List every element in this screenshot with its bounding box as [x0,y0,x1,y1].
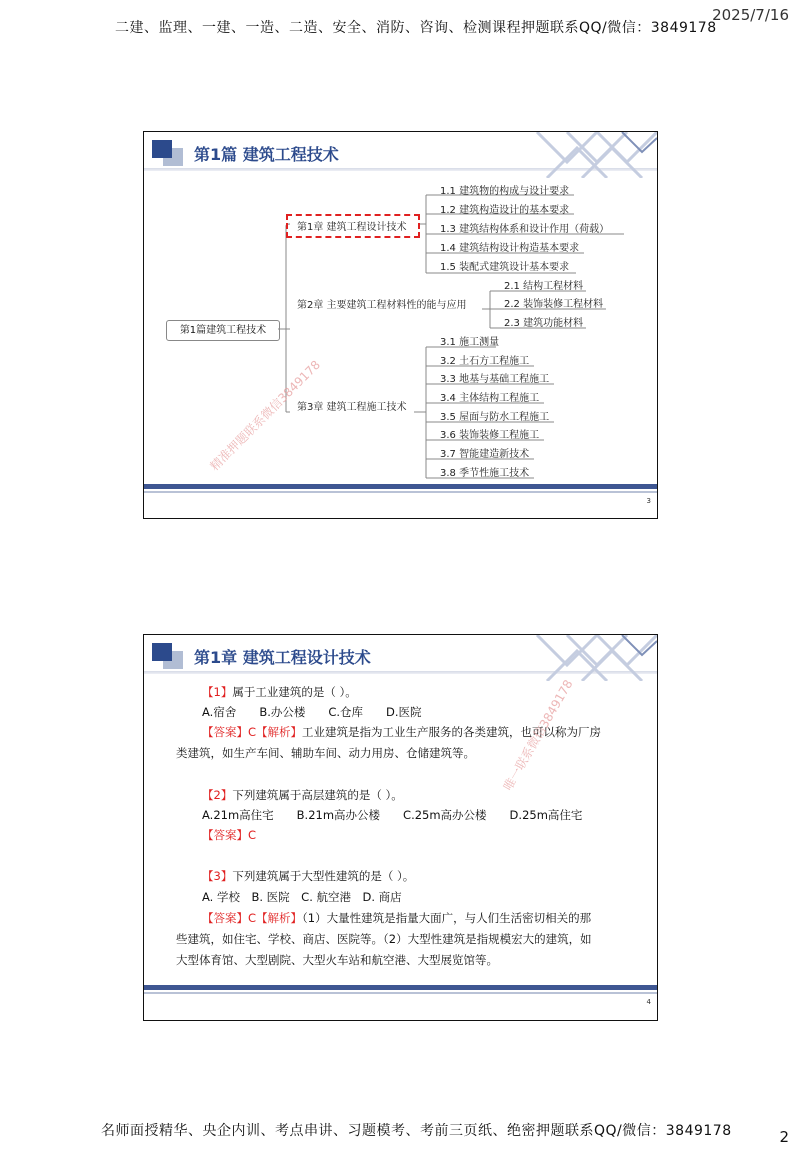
question-2-options: A.21m高住宅 B.21m高办公楼 C.25m高办公楼 D.25m高住宅 [202,808,583,822]
slide-bottom-rule [144,992,657,994]
question-1-stem: 【1】属于工业建筑的是（ ）。 [202,685,357,699]
page-date: 2025/7/16 [712,6,789,24]
question-3-options: A. 学校 B. 医院 C. 航空港 D. 商店 [202,890,402,904]
mindmap-item: 3.1 施工测量 [440,337,500,348]
watermark: 唯一联系微信3849178 [500,677,576,793]
slide-logo-icon [152,643,172,661]
mindmap-item: 3.2 土石方工程施工 [440,356,530,367]
mindmap-item: 3.5 屋面与防水工程施工 [440,412,550,423]
slide-title: 第1章 建筑工程设计技术 [194,648,371,667]
watermark: 精准押题联系微信3849178 [207,357,323,474]
answer-tag: 【答案】C [202,828,257,842]
answer-tag: 【答案】C【解析】 [202,725,303,739]
question-3-analysis-cont: 大型体育馆、大型剧院、大型火车站和航空港、大型展览馆等。 [176,953,498,967]
mindmap-item: 2.1 结构工程材料 [504,281,584,292]
slide-mindmap [143,131,658,519]
mindmap-item: 3.4 主体结构工程施工 [440,393,540,404]
mindmap-item: 3.8 季节性施工技术 [440,468,530,479]
question-1-options: A.宿舍 B.办公楼 C.仓库 D.医院 [202,705,422,719]
mindmap-item: 1.2 建筑构造设计的基本要求 [440,205,570,216]
question-3-stem: 【3】下列建筑属于大型性建筑的是（ ）。 [202,869,415,883]
mindmap-chapter: 第1章 建筑工程设计技术 [297,222,407,233]
mindmap-item: 3.6 装饰装修工程施工 [440,430,540,441]
slide-page-number: 3 [646,497,651,505]
page-number: 2 [779,1128,789,1146]
question-3-number: 【3】 [202,869,233,883]
mindmap-root: 第1篇建筑工程技术 [166,320,280,341]
page-header-text: 二建、监理、一建、一造、二造、安全、消防、咨询、检测课程押题联系QQ/微信：3849178 [115,20,717,36]
answer-tag: 【答案】C【解析】 [202,911,303,925]
slide-page-number: 4 [646,998,651,1006]
corner-decoration-icon [527,635,657,681]
slide-bottom-rule [144,491,657,493]
slide-bottom-band [144,484,657,489]
mindmap-item: 3.7 智能建造新技术 [440,449,530,460]
mindmap-item: 1.5 装配式建筑设计基本要求 [440,262,570,273]
slide-questions [143,634,658,1021]
mindmap-item: 3.3 地基与基础工程施工 [440,374,550,385]
question-3-analysis: 【答案】C【解析】（1）大量性建筑是指量大面广，与人们生活密切相关的那 [202,911,592,925]
mindmap-chapter: 第2章 主要建筑工程材料性的能与应用 [297,300,467,311]
question-2-number: 【2】 [202,788,233,802]
question-1-analysis: 【答案】C【解析】工业建筑是指为工业生产服务的各类建筑，也可以称为厂房 [202,725,602,739]
page-footer-text: 名师面授精华、央企内训、考点串讲、习题模考、考前三页纸、绝密押题联系QQ/微信：3849178 [101,1123,732,1139]
question-1-analysis-cont: 类建筑，如生产车间、辅助车间、动力用房、仓储建筑等。 [176,746,475,760]
mindmap-chapter: 第3章 建筑工程施工技术 [297,402,407,413]
mindmap-item: 1.1 建筑物的构成与设计要求 [440,186,570,197]
mindmap-item: 1.3 建筑结构体系和设计作用（荷载） [440,224,610,235]
mindmap-item: 2.3 建筑功能材料 [504,318,584,329]
slide-title: 第1篇 建筑工程技术 [194,145,339,164]
question-2-stem: 【2】下列建筑属于高层建筑的是（ ）。 [202,788,403,802]
slide-bottom-band [144,985,657,990]
mindmap-item: 1.4 建筑结构设计构造基本要求 [440,243,580,254]
question-1-number: 【1】 [202,685,233,699]
question-3-analysis-cont: 些建筑，如住宅、学校、商店、医院等。（2）大型性建筑是指规模宏大的建筑，如 [176,932,592,946]
mindmap-item: 2.2 装饰装修工程材料 [504,299,604,310]
